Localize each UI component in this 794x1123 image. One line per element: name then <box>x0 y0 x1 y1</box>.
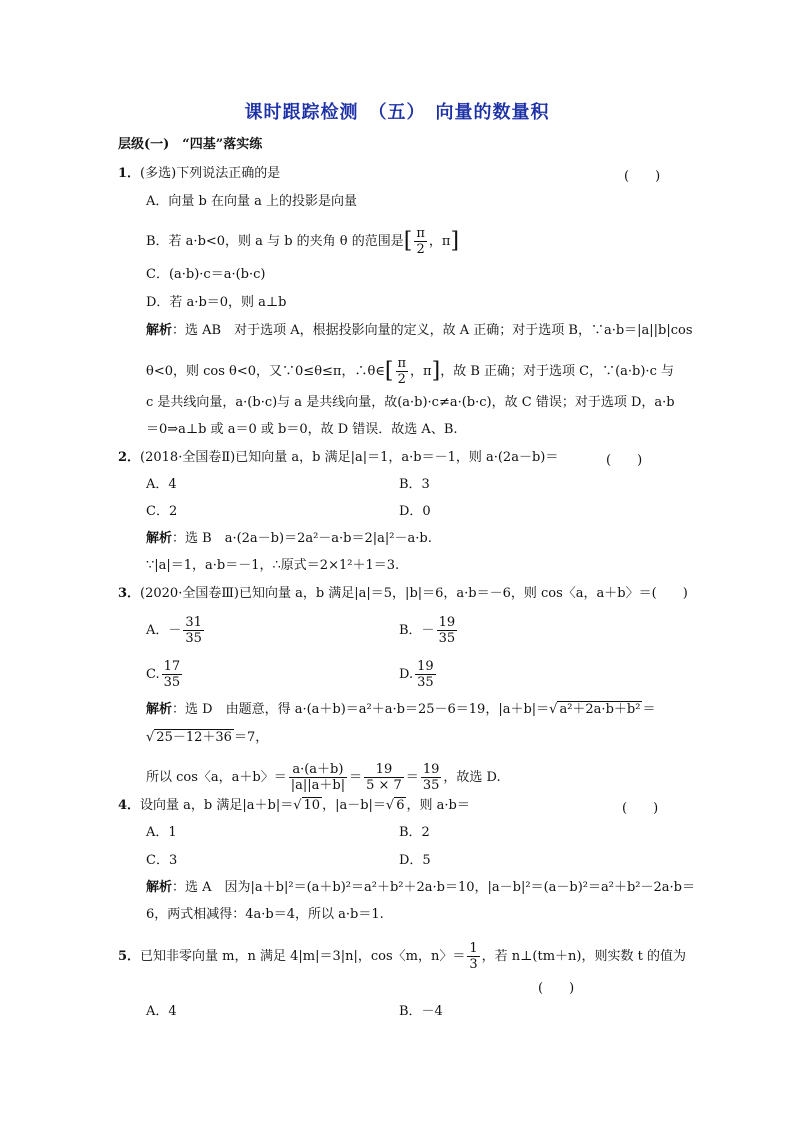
answer-blank: ( ) <box>624 169 661 184</box>
denominator: 35 <box>438 631 456 646</box>
option-d: D．5 <box>399 853 431 868</box>
sqrt-sign: √ <box>385 798 395 813</box>
denominator: 35 <box>185 631 202 646</box>
option-d: D．若 a·b＝0，则 a⊥b <box>146 295 287 310</box>
option-text: ，π <box>410 364 432 379</box>
option-label: D. <box>399 667 414 682</box>
denominator: 2 <box>416 242 425 257</box>
numerator: 19 <box>364 762 404 778</box>
solution-line <box>146 322 693 340</box>
solution-text: ，故 B 正确；对于选项 C，∵(a·b)·c 与 <box>440 364 674 379</box>
solution-text: θ<0，则 cos θ<0，又∵0≤θ≤π，∴θ∈ <box>146 364 385 379</box>
bracket-close: ] <box>431 358 441 384</box>
denominator: 2 <box>397 372 406 387</box>
solution-line <box>146 356 674 387</box>
sqrt-radicand: a²＋2a·b＋b² <box>559 702 641 717</box>
sqrt-sign: √ <box>293 798 302 813</box>
fraction <box>414 226 427 257</box>
sqrt-radicand: 10 <box>303 798 321 813</box>
question-text: ，则 a·b＝ <box>406 798 470 813</box>
sqrt-radicand: 6 <box>396 798 405 813</box>
bracket-open: [ <box>384 358 394 384</box>
numerator: 19 <box>417 659 434 674</box>
solution-label: 解析 <box>146 323 173 338</box>
sqrt-radicand: 25－12＋36 <box>156 730 232 745</box>
solution-text: ，故选 D. <box>443 770 501 785</box>
question-number: 2． <box>118 450 141 465</box>
fraction <box>415 659 436 690</box>
solution-line <box>146 530 432 548</box>
fraction <box>421 762 442 793</box>
solution-line: ＝0⇒a⊥b 或 a＝0 或 b＝0，故 D 错误．故选 A、B. <box>146 422 458 437</box>
solution-label: 解析 <box>146 531 173 546</box>
question-2-stem <box>118 449 558 467</box>
solution-line <box>146 879 695 897</box>
numerator: 19 <box>422 762 440 777</box>
option-label: B．－ <box>399 623 435 638</box>
fraction <box>289 762 347 793</box>
question-text: 设向量 a，b 满足|a＋b|＝ <box>140 798 294 813</box>
numerator: a·(a＋b) <box>289 762 347 778</box>
section-heading: 层级(一) “四基”落实练 <box>118 137 263 152</box>
solution-line: 6，两式相减得：4a·b＝4，所以 a·b＝1. <box>146 907 384 922</box>
solution-text: 所以 cos〈a，a＋b〉＝ <box>146 770 287 785</box>
fraction <box>437 615 458 646</box>
option-label: C. <box>146 667 160 682</box>
fraction <box>467 941 479 972</box>
numerator: 31 <box>185 615 202 630</box>
option-d <box>399 659 438 690</box>
question-text: (多选)下列说法正确的是 <box>140 166 281 181</box>
solution-text: ：选 A 因为|a＋b|²＝(a＋b)²＝a²＋b²＋2a·b＝10，|a－b|²＝(a－b)²＝a²＋b²－2a·b＝ <box>172 880 695 895</box>
fraction <box>396 356 409 387</box>
fraction <box>364 762 404 793</box>
option-b: B．－4 <box>399 1004 443 1019</box>
denominator: 5 × 7 <box>366 778 402 793</box>
option-a: A．4 <box>146 1004 177 1019</box>
page-title: 课时跟踪检测 （五） 向量的数量积 <box>244 102 550 123</box>
question-number: 1． <box>118 166 141 181</box>
denominator: 3 <box>469 957 478 972</box>
sqrt-sign: √ <box>146 730 155 745</box>
bracket-close: ] <box>450 228 460 254</box>
denominator: 35 <box>163 675 181 690</box>
bracket-open: [ <box>403 228 413 254</box>
equals-sign: ＝ <box>349 770 363 785</box>
question-text: (2018·全国卷Ⅱ)已知向量 a，b 满足|a|＝1，a·b＝－1，则 a·(2a－b)＝ <box>140 450 559 465</box>
question-number: 5． <box>118 949 141 964</box>
question-text: ，|a－b|＝ <box>322 798 386 813</box>
question-text: (2020·全国卷Ⅲ)已知向量 a，b 满足|a|＝5，|b|＝6，a·b＝－6，则 cos〈a，a＋b〉＝( ) <box>140 586 688 601</box>
numerator: π <box>416 226 425 241</box>
option-c: C．3 <box>146 853 178 868</box>
question-number: 4． <box>118 798 141 813</box>
solution-line: ∵|a|＝1，a·b＝－1，∴原式＝2×1²＋1＝3. <box>146 558 400 573</box>
option-label: A．－ <box>146 623 182 638</box>
solution-text: ：选 AB 对于选项 A，根据投影向量的定义，故 A 正确；对于选项 B，∵a·b＝|a||b|cos <box>172 323 693 338</box>
solution-text: ＝7， <box>233 730 269 745</box>
question-text: ，若 n⊥(tm＋n)，则实数 t 的值为 <box>481 949 686 964</box>
question-4-stem <box>118 797 470 815</box>
solution-label: 解析 <box>146 880 173 895</box>
numerator: 1 <box>469 941 478 956</box>
fraction <box>162 659 183 690</box>
option-b <box>146 226 459 257</box>
option-d: D．0 <box>399 504 431 519</box>
option-text: ，π <box>428 234 451 249</box>
option-b: B．2 <box>399 825 430 840</box>
option-c: C．(a·b)·c＝a·(b·c) <box>146 267 266 282</box>
option-b: B．3 <box>399 477 430 492</box>
answer-blank: ( ) <box>606 453 643 468</box>
question-3-stem <box>118 585 688 603</box>
answer-blank: ( ) <box>622 801 659 816</box>
option-a: A．1 <box>146 825 177 840</box>
numerator: 17 <box>163 659 181 674</box>
question-5-stem <box>118 941 686 972</box>
equals-sign: ＝ <box>405 770 419 785</box>
solution-line <box>146 762 501 793</box>
denominator: 35 <box>417 675 434 690</box>
question-text: 已知非零向量 m，n 满足 4|m|＝3|n|，cos〈m，n〉＝ <box>140 949 466 964</box>
option-c: C．2 <box>146 504 178 519</box>
option-c <box>146 659 184 690</box>
solution-text: ：选 D 由题意，得 a·(a＋b)＝a²＋a·b＝25－6＝19，|a＋b|＝ <box>172 702 550 717</box>
option-a: A．向量 b 在向量 a 上的投影是向量 <box>146 194 357 209</box>
denominator: |a||a＋b| <box>290 778 346 793</box>
answer-blank: ( ) <box>538 981 575 996</box>
solution-label: 解析 <box>146 702 173 717</box>
solution-text: ：选 B a·(2a－b)＝2a²－a·b＝2|a|²－a·b. <box>172 531 432 546</box>
solution-line <box>146 729 268 747</box>
question-1-stem <box>118 165 280 183</box>
numerator: π <box>397 356 407 371</box>
solution-text: ＝ <box>642 702 656 717</box>
sqrt-sign: √ <box>549 702 558 717</box>
option-a <box>146 615 206 646</box>
denominator: 35 <box>422 778 440 793</box>
fraction <box>183 615 204 646</box>
numerator: 19 <box>438 615 456 630</box>
option-text: B．若 a·b<0，则 a 与 b 的夹角 θ 的范围是 <box>146 234 404 249</box>
option-b <box>399 615 459 646</box>
solution-line: c 是共线向量，a·(b·c)与 a 是共线向量，故(a·b)·c≠a·(b·c)，故 C 错误；对于选项 D，a·b <box>146 395 675 410</box>
solution-line <box>146 701 655 719</box>
option-a: A．4 <box>146 477 177 492</box>
question-number: 3． <box>118 586 141 601</box>
